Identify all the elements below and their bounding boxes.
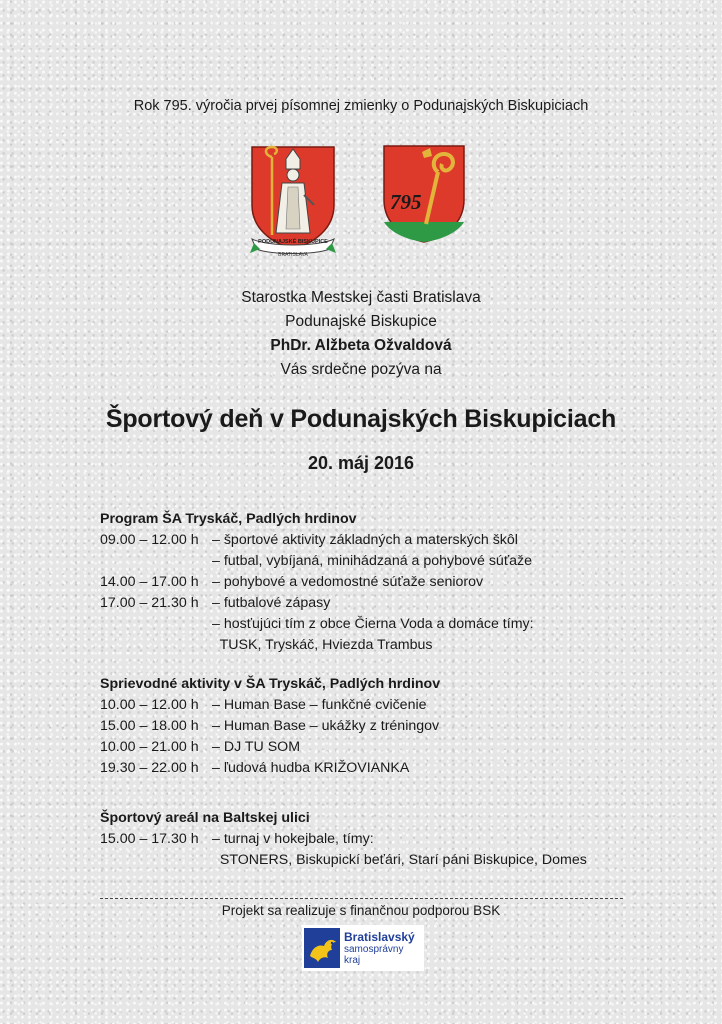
host-block xyxy=(0,286,722,382)
arena-section xyxy=(100,808,587,871)
host-line-2: Podunajské Biskupice xyxy=(285,313,437,330)
accompanying-section xyxy=(100,674,440,779)
row-desc: – pohybové a vedomostné súťaže seniorov xyxy=(212,574,484,590)
host-line-4: Vás srdečne pozýva na xyxy=(280,361,442,378)
program-section xyxy=(100,509,534,656)
row-desc: – futbalové zápasy xyxy=(212,595,331,611)
schedule-row xyxy=(100,850,587,871)
row-desc: TUSK, Tryskáč, Hviezda Trambus xyxy=(212,637,433,653)
schedule-row xyxy=(100,737,440,758)
row-desc: – ľudová hudba KRIŽOVIANKA xyxy=(212,760,410,776)
row-desc: STONERS, Biskupickí beťári, Starí páni Biskupice, Domes xyxy=(212,852,587,868)
bsk-line-3: kraj xyxy=(344,954,361,966)
bsk-text xyxy=(344,931,415,966)
row-time: 10.00 – 12.00 h xyxy=(100,697,199,713)
section-title: Športový areál na Baltskej ulici xyxy=(100,810,310,826)
row-desc: – Human Base – ukážky z tréningov xyxy=(212,718,440,734)
row-desc: – turnaj v hokejbale, tímy: xyxy=(212,831,374,847)
row-time: 10.00 – 21.00 h xyxy=(100,739,199,755)
row-desc: – športové aktivity základných a materských škôl xyxy=(212,532,518,548)
schedule-row xyxy=(100,614,534,635)
row-time: 17.00 – 21.30 h xyxy=(100,595,199,611)
section-title: Program ŠA Tryskáč, Padlých hrdinov xyxy=(100,511,357,527)
footer-divider xyxy=(100,898,623,899)
event-title: Športový deň v Podunajských Biskupiciach xyxy=(105,405,617,433)
schedule-row xyxy=(100,593,534,614)
row-desc: – futbal, vybíjaná, minihádzaná a pohybové súťaže xyxy=(212,553,533,569)
row-time: 15.00 – 18.00 h xyxy=(100,718,199,734)
anniversary-line: Rok 795. výročia prvej písomnej zmienky o Podunajských Biskupiciach xyxy=(133,98,589,114)
crest-number: 795 xyxy=(390,190,422,214)
row-time xyxy=(100,614,212,635)
support-text: Projekt sa realizuje s finančnou podporou BSK xyxy=(221,903,501,918)
row-desc: – hosťujúci tím z obce Čierna Voda a domáce tímy: xyxy=(212,616,534,632)
row-time xyxy=(100,551,212,572)
row-time: 19.30 – 22.00 h xyxy=(100,760,199,776)
dragon-logo-icon xyxy=(304,928,340,968)
row-desc: – Human Base – funkčné cvičenie xyxy=(212,697,427,713)
host-line-1: Starostka Mestskej časti Bratislava xyxy=(241,289,481,306)
row-desc: – DJ TU SOM xyxy=(212,739,301,755)
row-time: 09.00 – 12.00 h xyxy=(100,532,199,548)
schedule-row xyxy=(100,572,534,593)
schedule-row xyxy=(100,716,440,737)
row-time: 14.00 – 17.00 h xyxy=(100,574,199,590)
schedule-row xyxy=(100,635,534,656)
schedule-row xyxy=(100,829,587,850)
bsk-logo xyxy=(302,925,424,971)
crest-banner-text: PODUNAJSKÉ BISKUPICE xyxy=(258,239,328,245)
bsk-line-2: samosprávny xyxy=(344,943,404,955)
section-title: Sprievodné aktivity v ŠA Tryskáč, Padlých hrdinov xyxy=(100,676,441,692)
row-time xyxy=(100,850,212,871)
schedule-row xyxy=(100,758,440,779)
schedule-row xyxy=(100,551,534,572)
schedule-row xyxy=(100,530,534,551)
schedule-row xyxy=(100,695,440,716)
bsk-line-1: Bratislavský xyxy=(344,929,415,944)
host-name: PhDr. Alžbeta Ožvaldová xyxy=(270,337,452,354)
row-time: 15.00 – 17.30 h xyxy=(100,831,199,847)
row-time xyxy=(100,635,212,656)
crest-sub-text: BRATISLAVA xyxy=(278,252,308,258)
event-date: 20. máj 2016 xyxy=(307,453,415,473)
